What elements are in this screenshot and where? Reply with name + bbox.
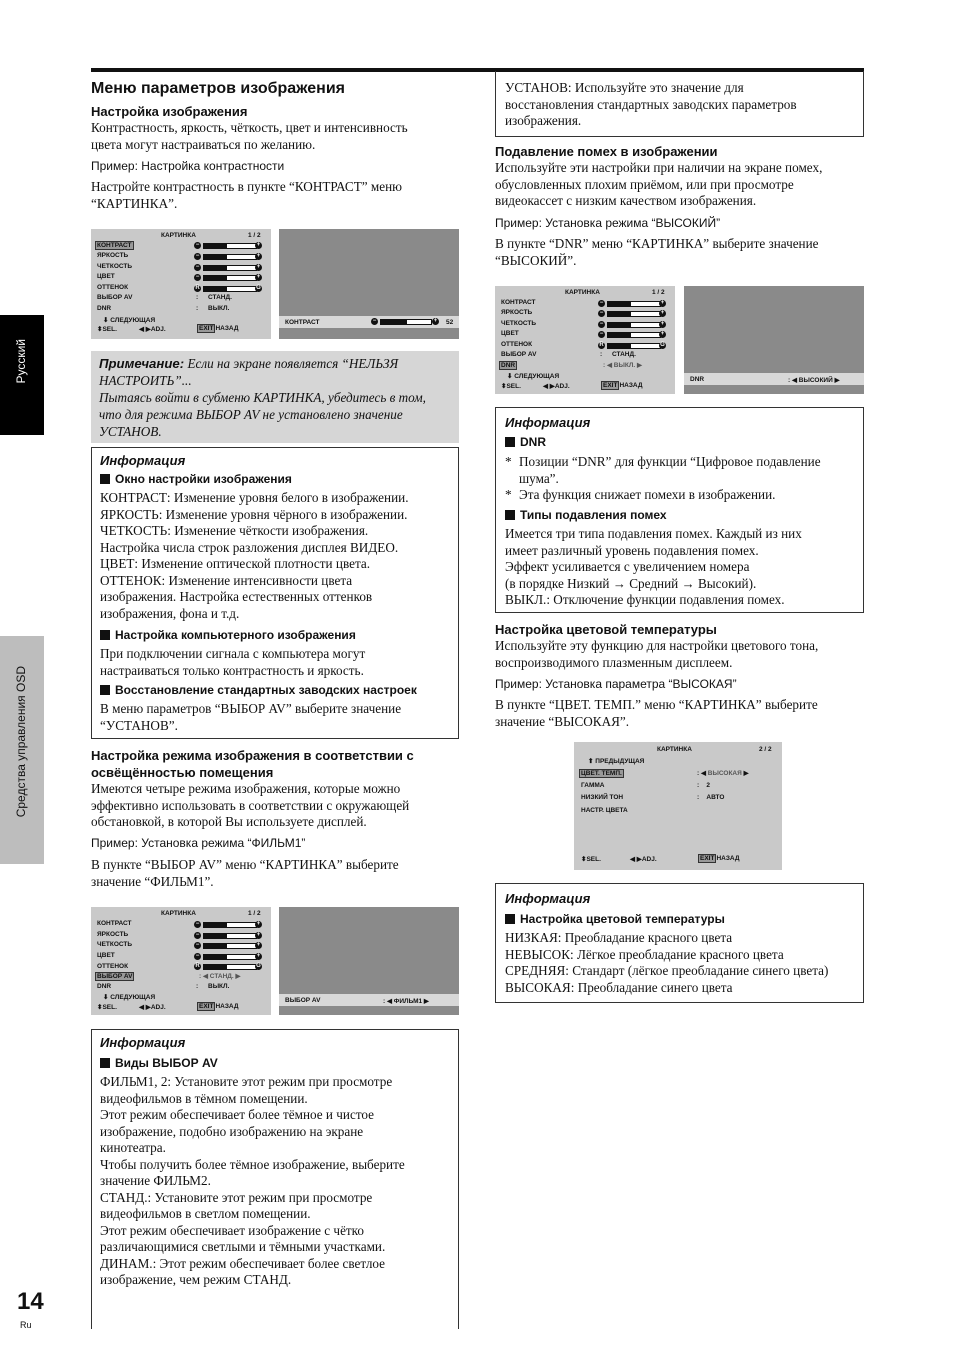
screen-preview-av: [279, 907, 459, 1015]
osd-prev: ⬆ ПРЕДЫДУЩАЯ: [588, 758, 645, 765]
dnr-strip: [684, 373, 864, 385]
osd-menu-page2: [574, 742, 782, 870]
osd-item: КОНТРАСТ: [501, 299, 536, 306]
osd-item: ЦВЕТ. ТЕМП.: [581, 770, 622, 777]
osd-item: ЧЕТКОСТЬ: [97, 263, 133, 270]
note-line1: Если на экране появляется “НЕЛЬЗЯ НАСТРОИТЬ”...: [99, 356, 399, 388]
osd-slider: [203, 275, 257, 281]
info-bullet: * Позиции “DNR” для функции “Цифровое подавление шума”. * Эта функция снижает помехи в изображении.: [505, 454, 821, 502]
minus-icon: −: [195, 932, 200, 938]
plus-icon: +: [256, 253, 261, 259]
temp-instruction: В пункте “ЦВЕТ. ТЕМП.” меню “КАРТИНКА” выберите значение “ВЫСОКАЯ”.: [495, 697, 818, 729]
osd-sel: ⬍SEL.: [581, 856, 601, 863]
info-body: ФИЛЬМ1, 2: Установите этот режим при просмотре видеофильмов в тёмном помещении. Этот режим обеспечивает более тёмное и чистое изображение, подобно изображению на экране кинотеатра. Чтобы получить более тёмное изображение, выберите значение ФИЛЬМ2. СТАНД.: Установите этот режим при просмотре видеофильмов в светлом помещении. Этот режим обеспечивает изображение с чётко различающимися светлыми и тёмными участками. ДИНАМ.: Этот режим обеспечивает более светлое изображение, чем режим СТАНД.: [100, 1074, 405, 1287]
info-box-picture: [91, 447, 459, 739]
osd-page: 1 / 2: [248, 232, 261, 239]
minus-icon: −: [195, 921, 200, 927]
osd-item: DNR: [97, 983, 112, 990]
osd-item: ЧЕТКОСТЬ: [501, 320, 537, 327]
osd-next: ⬇ СЛЕДУЮЩАЯ: [103, 317, 156, 324]
r-icon: R: [195, 285, 200, 291]
page-lang: Ru: [20, 1320, 32, 1330]
language-tab: [0, 315, 44, 435]
osd-slider: [203, 265, 257, 271]
osd-item: ГАММА: [581, 782, 605, 789]
osd-title: КАРТИНКА: [161, 910, 196, 917]
osd-title: КАРТИНКА: [657, 746, 692, 753]
adjust-paragraph: Контрастность, яркость, чёткость, цвет и интенсивность цвета могут настраиваться по желанию.: [91, 120, 408, 152]
av-strip: [279, 994, 459, 1006]
osd-slider: [203, 964, 257, 970]
osd-value-temp: : ◀ ВЫСОКАЯ ▶: [697, 770, 749, 777]
osd-slider: [203, 254, 257, 260]
minus-icon: −: [195, 264, 200, 270]
info-title: Информация: [100, 1035, 186, 1050]
osd-item: НАСТР. ЦВЕТА: [581, 807, 628, 814]
info-body: НИЗКАЯ: Преобладание красного цвета НЕВЫСОК: Лёгкое преобладание красного цвета СРЕДНЯЯ: Стандарт (лёгкое преобладание синего цвета) ВЫСОКАЯ: Преобладание синего цвета: [505, 930, 829, 995]
mode-instruction: В пункте “ВЫБОР AV” меню “КАРТИНКА” выберите значение “ФИЛЬМ1”.: [91, 857, 399, 889]
osd-page: 1 / 2: [248, 910, 261, 917]
plus-icon: +: [256, 953, 261, 959]
osd-value-dnr: : ◀ ВЫКЛ. ▶: [603, 362, 643, 369]
section-tab: [0, 636, 44, 864]
strip-value: : ◀ ФИЛЬМ1 ▶: [383, 998, 429, 1005]
osd-slider: [203, 286, 257, 292]
temp-example: Пример: Установка параметра “ВЫСОКАЯ”: [495, 677, 737, 691]
osd-item: ЯРКОСТЬ: [97, 252, 129, 259]
info-box-av: [91, 1029, 459, 1329]
info-body: КОНТРАСТ: Изменение уровня белого в изображении. ЯРКОСТЬ: Изменение уровня чёрного в изображении. ЧЕТКОСТЬ: Изменение чёткости изображения. Настройка числа строк разложения дисплея ВИДЕО. ЦВЕТ: Изменение оптической плотности цвета. ОТТЕНОК: Изменение интенсивности цвета изображения. Настройка естественных оттенков изображения, фона и т.д.: [100, 490, 409, 621]
temp-paragraph: Используйте эту функцию для настройки цветового тона, воспроизводимого плазменным дисплеем.: [495, 638, 819, 670]
note-text: [99, 355, 451, 440]
note-label: Примечание:: [99, 356, 185, 371]
osd-item: КОНТРАСТ: [97, 920, 132, 927]
plus-icon: +: [660, 321, 665, 327]
r-icon: R: [599, 342, 604, 348]
osd-menu-dnr: [495, 286, 675, 394]
page-title: Меню параметров изображения: [91, 80, 346, 97]
mode-paragraph: Имеются четыре режима изображения, которые можно эффективно использовать в соответствии с окружающей обстановкой, в которой Вы используете дисплей.: [91, 781, 410, 829]
contrast-strip: [279, 316, 459, 328]
screen-preview-contrast: [279, 229, 459, 339]
minus-icon: −: [195, 953, 200, 959]
osd-item: DNR: [97, 305, 112, 312]
minus-icon: −: [599, 321, 604, 327]
info-body: В меню параметров “ВЫБОР AV” выберите значение “УСТАНОВ”.: [100, 701, 402, 733]
osd-slider: [203, 922, 257, 928]
osd-value-low: : АВТО: [697, 794, 725, 801]
osd-adj: ◀ ▶ADJ.: [543, 383, 570, 390]
reset-box: [495, 71, 864, 137]
info-subheading: Настройка цветовой температуры: [505, 912, 725, 926]
osd-item: ВЫБОР AV: [97, 973, 133, 980]
osd-exit: EXIT НАЗАД: [199, 1003, 239, 1010]
osd-value-dnr: ВЫКЛ.: [208, 305, 230, 312]
plus-icon: +: [256, 242, 261, 248]
osd-value-av: СТАНД.: [208, 294, 232, 301]
g-icon: G: [256, 285, 261, 291]
osd-colon: :: [196, 305, 199, 312]
osd-adj: ◀ ▶ADJ.: [630, 856, 657, 863]
minus-icon: −: [195, 274, 200, 280]
osd-next: ⬇ СЛЕДУЮЩАЯ: [507, 373, 560, 380]
strip-label: ВЫБОР AV: [285, 997, 321, 1004]
osd-menu-contrast: [91, 229, 271, 339]
osd-adj: ◀ ▶ADJ.: [139, 326, 166, 333]
osd-exit: EXIT НАЗАД: [199, 325, 239, 332]
minus-icon: −: [372, 318, 377, 324]
osd-item: ЧЕТКОСТЬ: [97, 941, 133, 948]
noise-heading: Подавление помех в изображении: [495, 144, 718, 159]
osd-item: ОТТЕНОК: [97, 284, 129, 291]
language-tab-label: Русский: [14, 339, 28, 384]
osd-item: ВЫБОР AV: [97, 294, 133, 301]
osd-value-av: : ◀ СТАНД. ▶: [199, 973, 241, 980]
g-icon: G: [256, 963, 261, 969]
osd-title: КАРТИНКА: [565, 289, 600, 296]
info-box-temp: [495, 883, 864, 1003]
page-number: 14: [17, 1288, 44, 1315]
r-icon: R: [195, 963, 200, 969]
osd-slider: [203, 954, 257, 960]
osd-value-dnr: ВЫКЛ.: [208, 983, 230, 990]
note-line2: Пытаясь войти в субменю КАРТИНКА, убедитесь в том, что для режима ВЫБОР AV не установлено значение УСТАНОВ.: [99, 390, 426, 439]
noise-instruction: В пункте “DNR” меню “КАРТИНКА” выберите значение “ВЫСОКИЙ”.: [495, 236, 819, 268]
noise-paragraph: Используйте эти настройки при наличии на экране помех, обусловленных плохим приёмом, или при просмотре видеокассет с низким качеством изображения.: [495, 160, 823, 208]
info-title: Информация: [100, 453, 186, 468]
osd-slider: [203, 243, 257, 249]
osd-next: ⬇ СЛЕДУЮЩАЯ: [103, 994, 156, 1001]
adjust-heading: Настройка изображения: [91, 104, 248, 119]
info-body: Имеется три типа подавления помех. Каждый из них имеет различный уровень подавления помех. Эффект усиливается с увеличением номера (в порядке Низкий → Средний → Высокий). ВЫКЛ.: Отключение функции подавления помех.: [505, 526, 802, 607]
osd-slider: [607, 322, 661, 328]
plus-icon: +: [256, 264, 261, 270]
plus-icon: +: [256, 942, 261, 948]
osd-colon: :: [196, 983, 199, 990]
noise-example: Пример: Установка режима “ВЫСОКИЙ”: [495, 216, 721, 230]
plus-icon: +: [256, 921, 261, 927]
mode-heading: Настройка режима изображения в соответствии с освёщённостью помещения: [91, 748, 414, 780]
osd-sel: ⬍SEL.: [97, 1004, 117, 1011]
info-title: Информация: [505, 891, 591, 906]
osd-item: ВЫБОР AV: [501, 351, 537, 358]
osd-slider: [203, 943, 257, 949]
adjust-example: Пример: Настройка контрастности: [91, 159, 285, 173]
info-subheading: Настройка компьютерного изображения: [100, 628, 356, 642]
osd-title: КАРТИНКА: [161, 232, 196, 239]
minus-icon: −: [599, 300, 604, 306]
osd-item: ЦВЕТ: [501, 330, 519, 337]
adjust-instruction: Настройте контрастность в пункте “КОНТРАСТ” меню “КАРТИНКА”.: [91, 179, 403, 211]
plus-icon: +: [660, 300, 665, 306]
osd-item: ЯРКОСТЬ: [97, 931, 129, 938]
osd-exit: EXIT НАЗАД: [603, 382, 643, 389]
screen-preview-dnr: [684, 286, 864, 394]
plus-icon: +: [433, 318, 438, 324]
osd-item: НИЗКИЙ ТОН: [581, 794, 624, 801]
info-subheading: Восстановление стандартных заводских настроек: [100, 683, 417, 697]
osd-item: КОНТРАСТ: [97, 242, 132, 249]
osd-colon: :: [196, 294, 199, 301]
osd-colon: :: [600, 351, 603, 358]
osd-page: 1 / 2: [652, 289, 665, 296]
minus-icon: −: [195, 253, 200, 259]
minus-icon: −: [195, 242, 200, 248]
temp-heading: Настройка цветовой температуры: [495, 622, 717, 637]
osd-item: ОТТЕНОК: [97, 963, 129, 970]
osd-slider: [203, 933, 257, 939]
section-tab-label: Средства управления OSD: [14, 666, 28, 818]
strip-label: КОНТРАСТ: [285, 319, 320, 326]
osd-exit: EXIT НАЗАД: [700, 855, 740, 862]
minus-icon: −: [195, 942, 200, 948]
osd-sel: ⬍SEL.: [501, 383, 521, 390]
info-box-dnr: [495, 407, 864, 613]
osd-item: DNR: [501, 362, 516, 369]
osd-item: ЯРКОСТЬ: [501, 309, 533, 316]
info-subheading: Окно настройки изображения: [100, 472, 292, 486]
osd-value-gamma: : 2: [697, 782, 711, 789]
minus-icon: −: [599, 331, 604, 337]
info-subheading: DNR: [505, 435, 546, 449]
osd-item: ЦВЕТ: [97, 273, 115, 280]
osd-page: 2 / 2: [759, 746, 772, 753]
osd-value-av: СТАНД.: [612, 351, 636, 358]
plus-icon: +: [256, 932, 261, 938]
info-title: Информация: [505, 415, 591, 430]
strip-value: : ◀ ВЫСОКИЙ ▶: [788, 377, 840, 384]
osd-item: ЦВЕТ: [97, 952, 115, 959]
osd-sel: ⬍SEL.: [97, 326, 117, 333]
info-body: При подключении сигнала с компьютера могут настраиваться только контрастность и яркость.: [100, 646, 366, 678]
minus-icon: −: [599, 310, 604, 316]
reset-text: УСТАНОВ: Используйте это значение для восстановления стандартных заводских параметров изображения.: [505, 80, 797, 128]
g-icon: G: [660, 342, 665, 348]
strip-label: DNR: [690, 376, 705, 383]
note-box: [91, 351, 459, 443]
osd-adj: ◀ ▶ADJ.: [139, 1004, 166, 1011]
osd-slider: [607, 301, 661, 307]
info-subheading: Виды ВЫБОР AV: [100, 1056, 218, 1070]
osd-slider: [607, 343, 661, 349]
osd-slider: [607, 332, 661, 338]
plus-icon: +: [256, 274, 261, 280]
plus-icon: +: [660, 331, 665, 337]
osd-slider: [607, 311, 661, 317]
osd-item: ОТТЕНОК: [501, 341, 533, 348]
mode-example: Пример: Установка режима “ФИЛЬМ1”: [91, 836, 306, 850]
info-subheading: Типы подавления помех: [505, 508, 667, 522]
osd-menu-av: [91, 907, 271, 1015]
contrast-value: 52: [446, 319, 454, 326]
plus-icon: +: [660, 310, 665, 316]
contrast-slider: [380, 319, 432, 325]
